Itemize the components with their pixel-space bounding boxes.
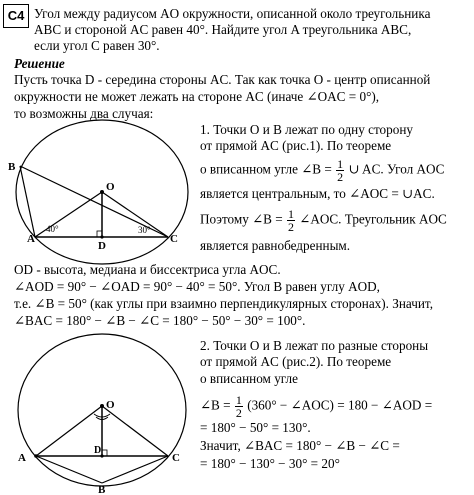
case1-frac2-num: 1 (287, 207, 294, 221)
mid-line-4: ∠BAC = 180° − ∠B − ∠C = 180° − 50° − 30° = 100°. (14, 313, 306, 328)
fig2-label-a: A (18, 452, 26, 464)
case2-line-4-a: ∠B = (200, 397, 231, 413)
fig1-angle-30: 30° (138, 225, 151, 235)
case1-line-5-b: ∠AOC. Треугольник AOC (299, 211, 447, 227)
case2-line-3: о вписанном угле (200, 371, 298, 386)
case1-frac2-den: 2 (287, 220, 294, 234)
fig1-label-a: A (27, 233, 35, 245)
case2-line-1: 2. Точки O и B лежат по разные стороны (200, 338, 429, 353)
mid-line-1: OD - высота, медиана и биссектриса угла AOC. (14, 262, 281, 277)
case1-line-3-b: ∪ AC. Угол AOC (348, 161, 445, 177)
case2-line-4-b: (360° − ∠AOC) = 180 − ∠AOD = (247, 397, 433, 413)
problem-line-2: ABC и стороной AC равен 40°. Найдите угол A треугольника ABC, (34, 22, 412, 37)
case1-fraction (336, 158, 344, 183)
fig2-radius-oc (102, 406, 168, 456)
case1-line-5-a: Поэтому ∠B = (200, 211, 283, 227)
mid-line-2: ∠AOD = 90° − ∠OAD = 90° − 40° = 50°. Угол B равен углу AOD, (14, 279, 380, 294)
fig1-angle-40: 40° (46, 224, 59, 234)
fig1-label-c: C (170, 233, 178, 245)
case2-line-4 (200, 394, 432, 419)
case1-line-1: 1. Точки O и B лежат по одну сторону (200, 122, 413, 137)
fig2-radius-ao (36, 406, 102, 456)
fig1-label-d: D (98, 240, 106, 252)
solution-intro-2: окружности не может лежать на стороне AC (иначе ∠OAC = 0°), (14, 89, 380, 104)
case1-line-3 (200, 158, 444, 183)
fig2-label-d: D (94, 445, 102, 456)
case1-line-4: является центральным, то ∠AOC = ∪AC. (200, 186, 435, 201)
case1-line-2: от прямой AC (рис.1). По теореме (200, 138, 392, 153)
case1-frac-num: 1 (337, 157, 344, 171)
solution-heading: Решение (14, 56, 65, 71)
case1-frac-den: 2 (337, 170, 344, 184)
case2-line-2: от прямой AC (рис.2). По теореме (200, 354, 392, 369)
case2-line-5: = 180° − 50° = 130°. (200, 420, 311, 435)
case2-frac-num: 1 (235, 393, 242, 407)
fig2-label-b: B (98, 484, 106, 494)
solution-intro-1: Пусть точка D - середина стороны AC. Так как точка O - центр описанной (14, 72, 431, 87)
case2-frac-den: 2 (235, 406, 242, 420)
fig2-label-o: O (106, 399, 115, 411)
case1-line-6: является равнобедренным. (200, 238, 351, 253)
case1-line-3-a: о вписанном угле ∠B = (200, 161, 332, 177)
case1-fraction-2 (287, 208, 295, 233)
figure-2 (14, 330, 198, 494)
problem-line-3: если угол C равен 30°. (34, 38, 160, 53)
problem-line-1: Угол между радиусом AO окружности, описанной около треугольника (34, 6, 431, 21)
fig1-radius-oc (102, 192, 168, 237)
fig1-label-o: O (106, 181, 115, 193)
case2-line-7: = 180° − 130° − 30° = 20° (200, 456, 340, 471)
case2-line-6: Значит, ∠BAC = 180° − ∠B − ∠C = (200, 438, 400, 453)
mid-line-3: т.е. ∠B = 50° (как углы при взаимно перпендикулярных сторонах). Значит, (14, 296, 434, 311)
fig2-label-c: C (172, 452, 180, 464)
case1-line-5 (200, 208, 447, 233)
problem-tag: С4 (3, 4, 29, 28)
fig2-side-bc (102, 456, 168, 483)
fig2-side-ab (36, 456, 102, 483)
fig1-label-b: B (8, 161, 16, 173)
figure-1 (8, 118, 194, 270)
fig1-side-ab (20, 166, 35, 237)
case2-fraction (235, 394, 243, 419)
solution-intro-3: то возможны два случая: (14, 106, 154, 121)
